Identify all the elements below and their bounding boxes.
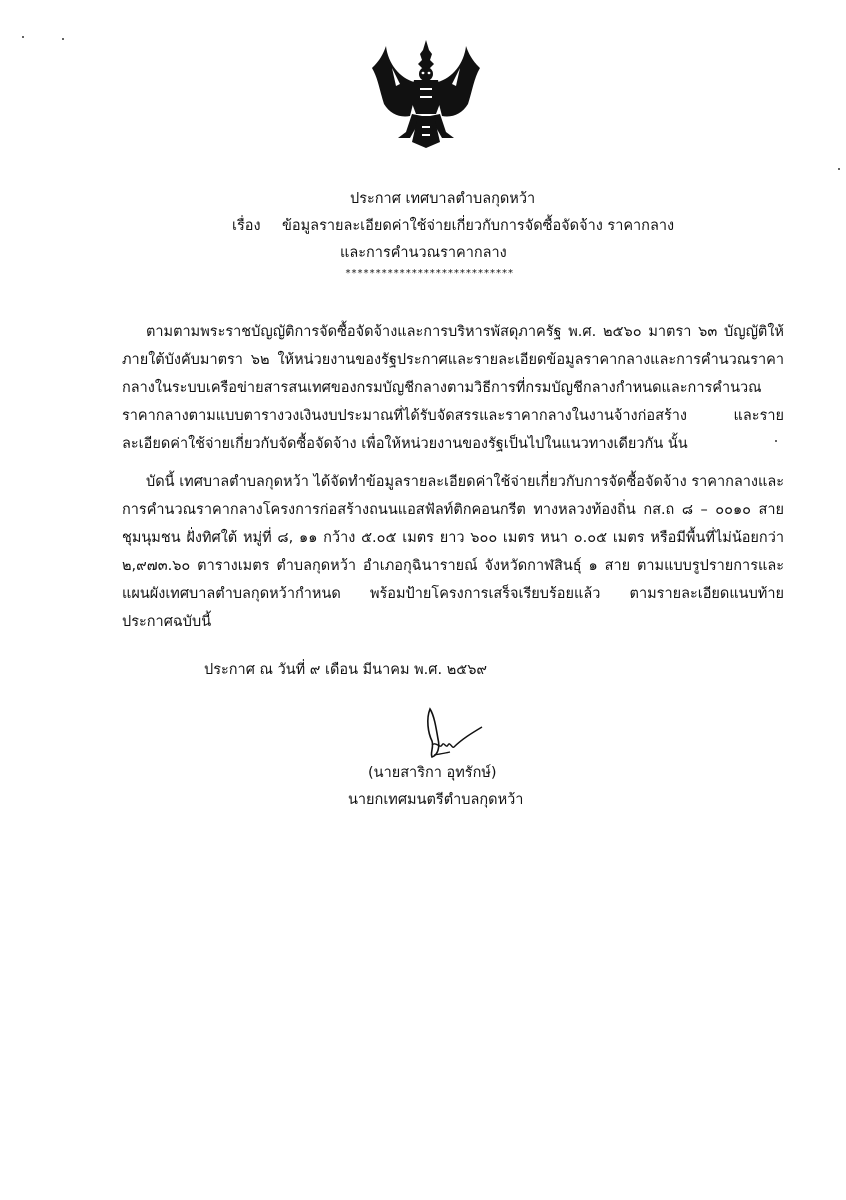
signer-name: (นายสาริกา อุทรักษ์) (368, 765, 497, 781)
handwritten-signature (420, 705, 490, 763)
announcement-date: ประกาศ ณ วันที่ ๙ เดือน มีนาคม พ.ศ. ๒๕๖๙ (204, 662, 488, 678)
subject-line-1: ข้อมูลรายละเอียดค่าใช้จ่ายเกี่ยวกับการจัดซื้อจัดจ้าง ราคากลาง (282, 218, 675, 234)
scan-speck (22, 36, 24, 38)
issuer-heading: ประกาศ เทศบาลตำบลกุดหว้า (350, 191, 536, 207)
scan-speck (62, 38, 64, 40)
body-paragraph-2: บัดนี้ เทศบาลตำบลกุดหว้า ได้จัดทำข้อมูลรายละเอียดค่าใช้จ่ายเกี่ยวกับการจัดซื้อจัดจ้าง ราคากลางและการคำนวณราคากลางโครงการก่อสร้างถนนแอสฟัลท์ติกคอนกรีต ทางหลวงท้องถิ่น กส.ถ ๘ – ๐๐๑๐ สายชุมนุมชน ฝั่งทิศใต้ หมู่ที่ ๘, ๑๑ กว้าง ๕.๐๕ เมตร ยาว ๖๐๐ เมตร หนา ๐.๐๕ เมตร หรือมีพื้นที่ไม่น้อยกว่า ๒,๙๗๓.๖๐ ตารางเมตร ตำบลกุดหว้า อำเภอกุฉินารายณ์ จังหวัดกาฬสินธุ์ ๑ สาย ตามแบบรูปรายการและแผนผังเทศบาลตำบลกุดหว้ากำหนด พร้อมป้ายโครงการเสร็จเรียบร้อยแล้ว ตามรายละเอียดแนบท้ายประกาศฉบับนี้ (122, 474, 784, 630)
header-separator: **************************** (345, 268, 514, 279)
subject-label: เรื่อง (232, 218, 261, 234)
garuda-emblem-icon (370, 38, 482, 150)
body-paragraph-1: ตามตามพระราชบัญญัติการจัดซื้อจัดจ้างและการบริหารพัสดุภาครัฐ พ.ศ. ๒๕๖๐ มาตรา ๖๓ บัญญัติให้ภายใต้บังคับมาตรา ๖๒ ให้หน่วยงานของรัฐประกาศและรายละเอียดข้อมูลราคากลางและการคำนวณราคากลางในระบบเครือข่ายสารสนเทศของกรมบัญชีกลางตามวิธีการที่กรมบัญชีกลางกำหนดและการคำนวณราคากลางตามแบบตารางวงเงินงบประมาณที่ได้รับจัดสรรและราคากลางในงานจ้างก่อสร้าง และรายละเอียดค่าใช้จ่ายเกี่ยวกับจัดซื้อจัดจ้าง เพื่อให้หน่วยงานของรัฐเป็นไปในแนวทางเดียวกัน นั้น (122, 324, 784, 452)
scan-speck (838, 168, 840, 170)
subject-line-2: และการคำนวณราคากลาง (340, 245, 507, 261)
signer-title: นายกเทศมนตรีตำบลกุดหว้า (348, 792, 524, 808)
